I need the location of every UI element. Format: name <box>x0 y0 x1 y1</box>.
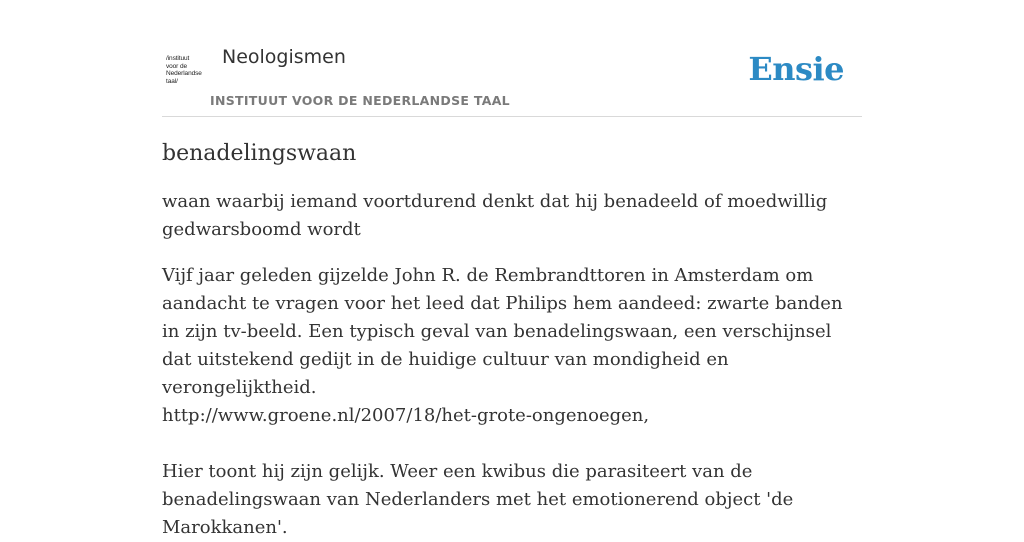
term-definition: waan waarbij iemand voortdurend denkt dat hij benadeeld of moedwillig gedwarsboomd wordt <box>162 191 828 240</box>
ensie-logo-link[interactable]: Ensie <box>748 50 844 88</box>
entry-content <box>162 136 862 542</box>
example-source: http://www.groene.nl/2007/18/het-grote-ongenoegen, <box>162 405 650 426</box>
example-paragraph: Hier toont hij zijn gelijk. Weer een kwibus die parasiteert van de benadelingswaan van Nederlanders met het emotionerend object 'de Marokkanen'. <box>162 461 794 538</box>
example-paragraph: Vijf jaar geleden gijzelde John R. de Rembrandttoren in Amsterdam om aandacht te vragen voor het leed dat Philips hem aandeed: zwarte banden in zijn tv-beeld. Een typisch geval van benadelingswaan, een verschijnsel dat uitstekend gedijt in de huidige cultuur van mondigheid en verongelijktheid. <box>162 265 843 398</box>
header <box>162 40 862 117</box>
ivdnt-logo[interactable] <box>166 55 208 89</box>
term-title: benadelingswaan <box>162 141 357 166</box>
logo-line: voor de <box>166 62 187 70</box>
paragraph-gap <box>162 430 862 458</box>
logo-line: Nederlandse <box>166 70 202 77</box>
logo-line: taal/ <box>166 77 178 85</box>
site-subtitle: INSTITUUT VOOR DE NEDERLANDSE TAAL <box>210 93 510 108</box>
logo-line: /instituut <box>166 55 190 62</box>
example-block <box>162 262 862 542</box>
site-name-link[interactable]: Neologismen <box>222 46 346 68</box>
